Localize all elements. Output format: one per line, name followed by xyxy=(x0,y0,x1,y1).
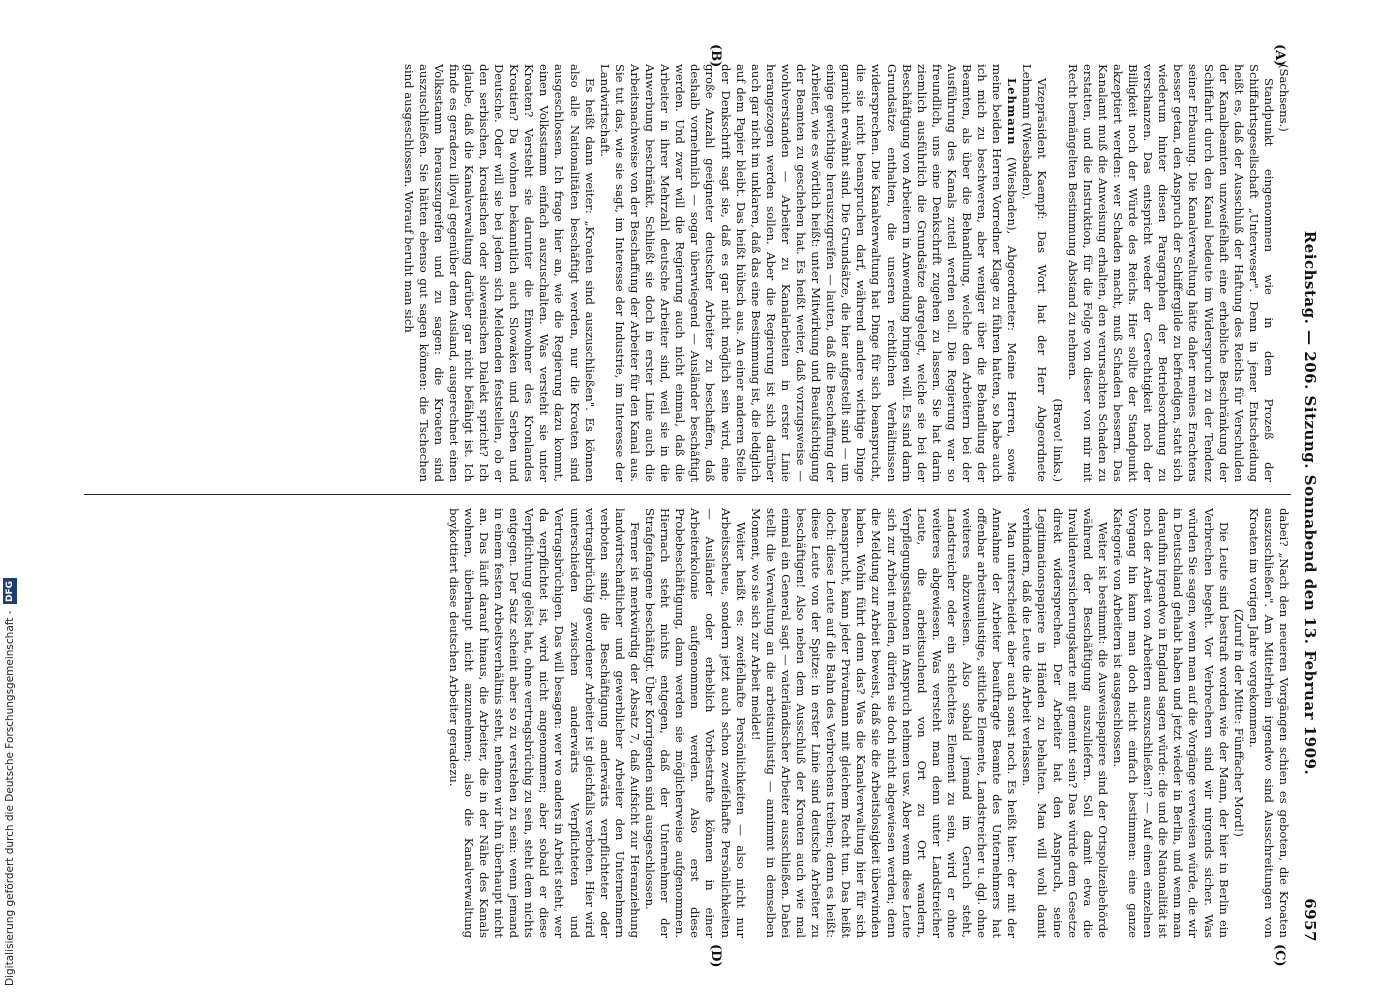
dfg-logo: DFG xyxy=(3,578,17,604)
column-divider xyxy=(84,494,1291,495)
right-column xyxy=(84,508,1291,938)
paragraph: Es heißt dann weiter: „Kroaten sind auszuschließen". Es können also alle Nationalitäten beschäftigt werden, nur die Kroaten sind ausgeschlossen. Ich frage hier an, wie die Regierung dazu kommt, einen Volksstamm einfach auszuschalten. Was versteht sie unter Kroaten? Versteht sie darunter die Einwohner des Kronlandes Kroatien? Da wohnen bekanntlich auch Slowaken und Serben und Deutsche. Oder will sie bei jedem sich Meldenden feststellen, ob er den serbischen, kroatischen oder slowenischen Dialekt spricht? Ich glaube, daß die Kanalverwaltung darüber gar nicht befähigt ist. Ich finde es geradezu illoyal gegenüber dem Ausland, ausgerechnet einen Volksstamm herauszugreifen und zu sagen: die Kroaten sind auszuschließen. Sie hätten ebenso gut sagen können: die Tschechen sind ausgeschlossen. Worauf beruht man sich xyxy=(401,64,597,482)
speech-paragraph xyxy=(597,64,1020,482)
header-title: Reichstag. — 206. Sitzung. Sonnabend den 13. Februar 1909. xyxy=(1301,230,1319,776)
margin-marker-c: (C) xyxy=(1272,944,1287,967)
paragraph: Die Leute sind bestraft worden wie der Mann, der hier in Berlin ein Verbrechen begeht. Vor Verbrechern sind wir nirgends sicher. Was würden Sie sagen, wenn man auf die Vorgänge verweisen würde, die wir in Deutschland gehabt haben und jetzt wieder in Berlin, und wenn man daraufhin irgendwo in England sagen würde: die und die Nationalität ist noch der Arbeit von Arbeitern auszuschließen!? — Auf einen einzelnen Vorgang hin kann man doch nicht einfach bestimmen: eine ganze Kategorie von Arbeitern ist ausgeschlossen. xyxy=(1110,508,1231,938)
page-number: 6957 xyxy=(1301,898,1319,942)
paragraph: dabei? „Nach den neueren Vorgängen schien es geboten, die Kroaten auszuschließen". Am Mittelrhein irgendwo sind Ausschreitungen von Kroaten im vorigen Jahre vorgekommen. xyxy=(1246,508,1291,938)
digitization-credit xyxy=(0,0,20,1000)
paragraph: Ferner ist merkwürdig der Absatz 7, daß Aufsicht zur Heranziehung landwirtschaftlicher und gewerblicher Arbeiter den Unternehmern verboten sind; die Beschäftigung anderwärts verpflichteter oder vertragsbrüchig gewordener Arbeiter ist gleichfalls verboten. Hier wird unterschieden zwischen anderwärts Verpflichteten und Vertragsbrüchigen. Das will besagen: wer wo anders in Arbeit steht, wer da verpflichtet ist, wird nicht angenommen; aber sobald er diese Verpflichtung gelöst hat, ohne vertragsbrüchig zu sein, steht dem nichts entgegen. Der Satz scheint aber so zu verstehen zu sein: wenn jemand in einem festen Arbeitsverhältnis steht, nehmen wir ihn überhaupt nicht an. Das läuft darauf hinaus, die Arbeiter, die in der Nähe des Kanals wohnen, überhaupt nicht anzunehmen; also die Kanalverwaltung boykottiert diese deutschen Arbeiter geradezu. xyxy=(446,508,642,938)
paragraph: (Sachsens.) xyxy=(1277,64,1291,132)
paragraph: Standpunkt eingenommen wie in dem Prozeß der Schiffahrtsgesellschaft „Unterweser". Denn in jener Entscheidung heißt es, daß der Ausschluß der Haftung des Reichs für Verschulden der Kanalbeamten unzweifelhaft eine erhebliche Beschränkung der Schiffahrt durch den Kanal bedeute im Widerspruch zu der Tendenz seiner Erbauung. Die Kanalverwaltung hätte daher meines Erachtens besser getan, den Anspruch der Schiffergilde zu befriedigen, statt sich wiederum hinter diesen Paragraphen der Betriebsordnung zu verschanzen. Das entspricht weder der Gerechtigkeit noch der Billigkeit noch der Würde des Reichs. Hier sollte der Standpunkt akzeptiert werden: wer Schaden macht, muß Schaden bessern. Das Kanalamt muß die Anweisung erhalten, den verursachten Schaden zu erstatten, und die Instruktion, für die Folge von dieser von mir mit Recht bemängelten Bestimmung Abstand zu nehmen. xyxy=(1065,64,1276,482)
paragraph: Man unterscheidet aber auch sonst noch. Es heißt hier: der mit der Annahme der Arbeiter beauftragte Beamte des Unternehmers hat offenbar arbeitsunlustige, sittliche Elemente, Landstreicher u. dgl. ohne weiteres abzuweisen. Also sobald jemand im Geruch steht, Landstreicher oder ein schlechtes Element zu sein, wird er ohne weiteres abgewiesen. Was versteht man denn unter Landstreicher Leute, die arbeitsuchend von Ort zu Ort wandern, Verpflegungsstationen in Anspruch nehmen usw. Aber wenn diese Leute sich zur Arbeit melden, dürfen sie doch nicht abgewiesen werden; denn die Meldung zur Arbeit beweist, daß sie die Arbeitslosigkeit überwinden haben. Wohin führt denn das? Was die Kanalverwaltung hier für sich beansprucht, kann jeder Privatmann mit gleichem Recht tun. Das heißt doch: diese Leute auf die Bahn des Verbrechens treiben; denn es heißt: diese Leute von der Spitze: in erster Linie sind deutsche Arbeiter zu beschäftigen! Also neben dem Ausschluß der Kroaten auch wie mal einmal ein General sagt — vaterländischer Arbeiter ausschließen. Dabei stellt die Verwaltung an die arbeitsunlustig — annimmt in demselben Moment, wo sie sich zur Arbeit meldet! xyxy=(748,508,1020,938)
page-header xyxy=(1297,64,1321,942)
margin-marker-d: (D) xyxy=(708,944,723,968)
paragraph: Weiter ist bestimmt: die Ausweispapiere sind der Ortspolizeibehörde während der Beschäftigung auszuliefern. Soll damit etwa die Invalidenversicherungskarte mit gemeint sein? Das würde dem Gesetze direkt widersprechen. Der Arbeiter hat den Anspruch, seine Legitimationspapiere in Händen zu behalten. Man will wohl damit verhindern, daß die Leute die Arbeit verlassen. xyxy=(1020,508,1110,938)
speaker-name: Lehmann xyxy=(1005,78,1020,146)
interjection: (Zuruf in der Mitte: Fünffacher Mord!) xyxy=(1231,609,1246,837)
interjection: (Bravo! links.) xyxy=(1050,398,1065,482)
credit-text: Digitalisierung gefördert durch die Deutsche Forschungsgemeinschaft - xyxy=(4,610,16,986)
margin-marker-a: (A) xyxy=(1272,44,1287,67)
left-column xyxy=(84,64,1291,482)
speech-text: (Wiesbaden), Abgeordneter: Meine Herren, sowie meine beiden Herren Vorredner Klage zu führen hatten, so habe auch ich mich zu beschweren, aber weniger über die Behandlung der Beamten, als über die Behandlung, welche den Arbeitern bei der Ausführung des Kanals zuteil werden soll. Die Regierung war so freundlich, uns eine Denkschrift zugehen zu lassen. Sie hat darin ziemlich ausführlich die Grundsätze dargelegt, welche sie bei der Beschäftigung von Arbeitern in Anwendung bringen will. Es sind darin Grundsätze enthalten, die unseren rechtlichen Verhältnissen widersprechen. Die Kanalverwaltung hat Dinge für sich beansprucht, die sie nicht beanspruchen darf, während andere wichtige Dinge garnicht erwähnt sind. Die Grundsätze, die hier aufgestellt sind — um einige gewichtige herauszugreifen — lauten, daß die Beschaffung der Arbeiter, wie es wörtlich heißt: unter Mitwirkung und Beaufsichtigung der Beamten zu geschehen hat. Es heißt weiter, daß vorzugsweise — wohlverstanden — Arbeiter zu Kanalarbeiten in erster Linie herangezogen werden sollen. Aber die Regierung ist sich darüber auch gar nicht im unklaren, daß das eine Bestimmung ist, die lediglich auf dem Papier bleibt. Das heißt hübsch aus. An einer anderen Stelle der Denkschrift sagt sie, daß es gar nicht möglich sein wird, eine große Anzahl geeigneter deutscher Arbeiter zu beschaffen, daß deshalb vornehmlich — sogar überwiegend — Ausländer beschäftigt werden. Und zwar will die Regierung auch nicht einmal, daß die Arbeiter in ihrer Mehrzahl deutsche Arbeiter sind, weil sie in die Anwerbung beschränkt. Schließt sie doch in erster Linie auch die Arbeitsnachweise von der Beschaffung der Arbeiter für den Kanal aus. Sie tut das, wie sie sagt, im Interesse der Industrie, im Interesse der Landwirtschaft. xyxy=(597,64,1020,482)
margin-marker-b: (B) xyxy=(708,44,723,68)
paragraph: Vizepräsident Kaempf: Das Wort hat der Herr Abgeordnete Lehmann (Wiesbaden). xyxy=(1020,64,1050,482)
paragraph: Weiter heißt es: zweifelhafte Persönlichkeiten — also nicht nur Arbeitsscheue, sondern jetzt auch schon zweifelhafte Persönlichkeiten — Ausländer oder erheblich Vorbestrafte können in einer Arbeiterkolonie aufgenommen werden. Also erst diese Probebeschäftigung, dann werden sie möglicherweise aufgenommen. Hiernach steht nichts entgegen, daß der Unternehmer der Strafgefangene beschäftigt. Über Korrigenden sind ausgeschlossen. xyxy=(643,508,748,938)
